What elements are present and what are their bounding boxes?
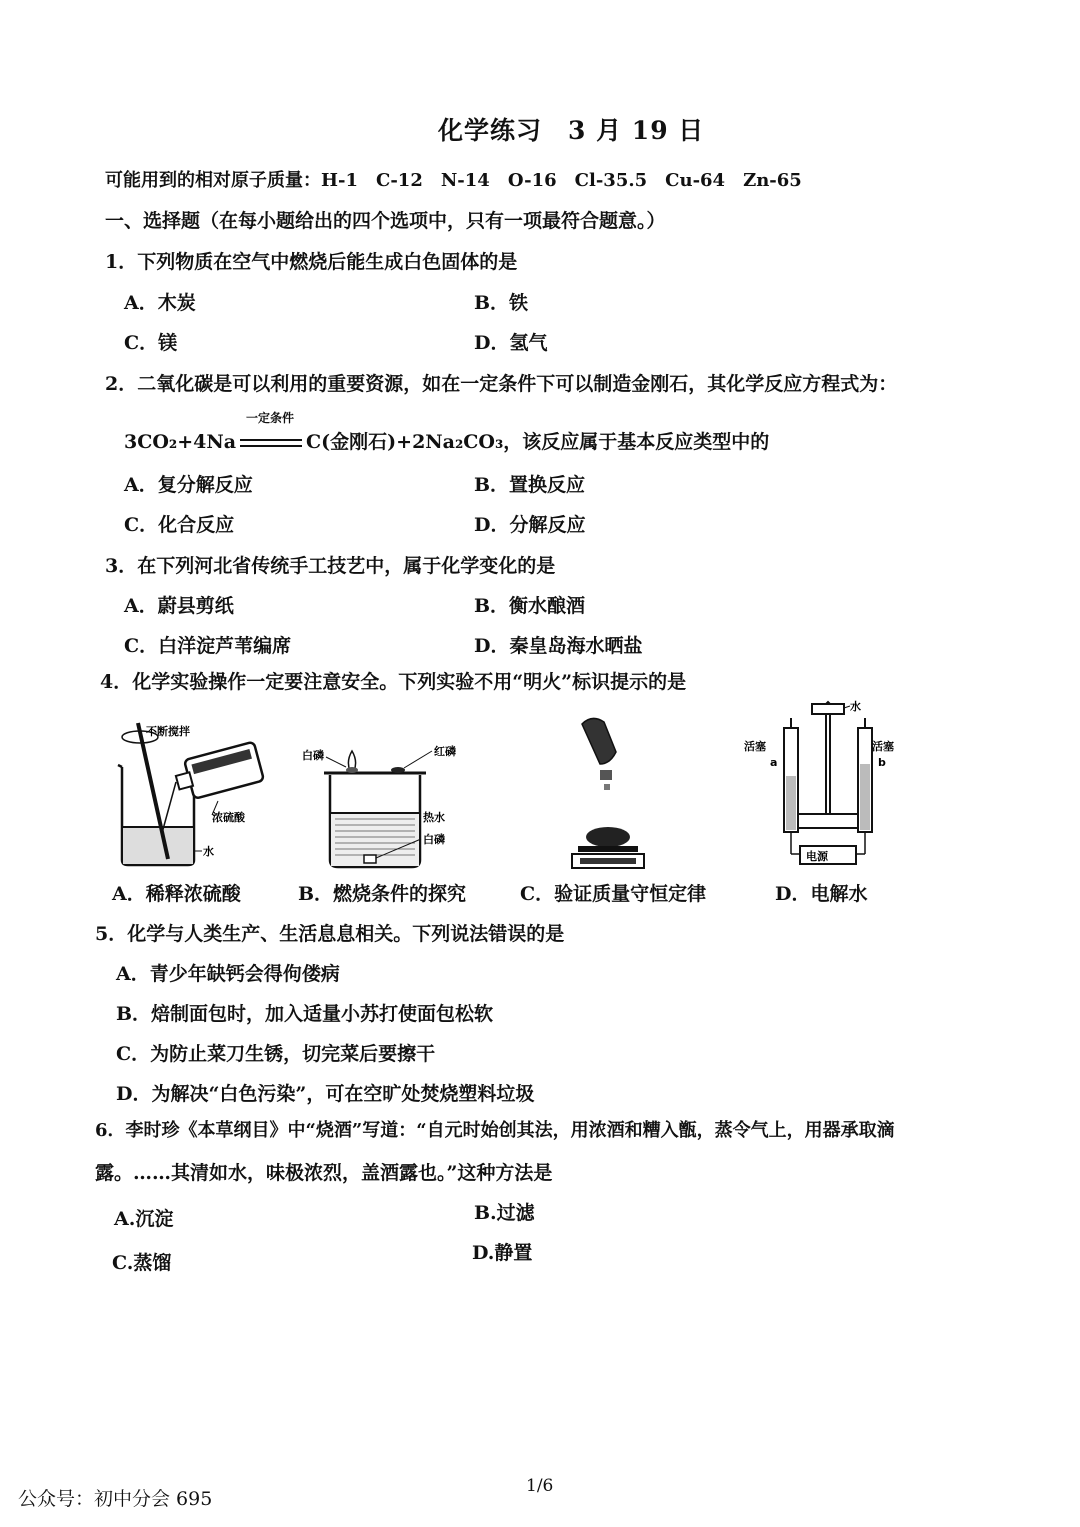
question-6-stem-cont: 露。……其清如水，味极浓烈，盖酒露也。”这种方法是 <box>95 1162 553 1184</box>
q6-option-b: B.过滤 <box>474 1202 535 1224</box>
figure-dilute-sulfuric-acid <box>110 715 290 875</box>
figure-electrolysis <box>740 692 910 872</box>
q2-option-b: B．置换反应 <box>474 474 586 496</box>
q5-option-d: D．为解决“白色污染”，可在空旷处焚烧塑料垃圾 <box>116 1083 535 1105</box>
q4-option-c: C．验证质量守恒定律 <box>520 883 707 905</box>
q3-option-d: D．秦皇岛海水晒盐 <box>474 635 643 657</box>
label-white-phosphorus-top: 白磷 <box>302 749 324 762</box>
q5-option-a: A．青少年缺钙会得佝偻病 <box>116 963 340 985</box>
label-stir: 不断搅拌 <box>146 725 190 738</box>
q6-option-a: A.沉淀 <box>114 1208 174 1230</box>
label-power-supply: 电源 <box>806 850 828 863</box>
q2-equation <box>124 411 770 454</box>
figure-mass-conservation <box>560 712 660 872</box>
q3-option-b: B．衡水酿酒 <box>474 595 586 617</box>
equation-products: C(金刚石)+2Na₂CO₃，该反应属于基本反应类型中的 <box>306 431 770 453</box>
question-1-stem: 1．下列物质在空气中燃烧后能生成白色固体的是 <box>105 251 518 273</box>
q1-option-c: C．镁 <box>124 332 178 354</box>
q2-option-c: C．化合反应 <box>124 514 235 536</box>
q5-option-c: C．为防止菜刀生锈，切完菜后要擦干 <box>116 1043 436 1065</box>
q3-option-a: A．蔚县剪纸 <box>124 595 234 617</box>
q4-option-b: B．燃烧条件的探究 <box>298 883 467 905</box>
question-3-stem: 3．在下列河北省传统手工技艺中，属于化学变化的是 <box>105 555 556 577</box>
q1-option-b: B．铁 <box>474 292 529 314</box>
q4-option-d: D．电解水 <box>775 883 868 905</box>
q5-option-b: B．焙制面包时，加入适量小苏打使面包松软 <box>116 1003 494 1025</box>
figure-combustion-conditions <box>300 735 480 875</box>
reaction-condition: 一定条件 <box>246 411 295 425</box>
question-5-stem: 5．化学与人类生产、生活息息相关。下列说法错误的是 <box>95 923 565 945</box>
q4-option-a: A．稀释浓硫酸 <box>112 883 241 905</box>
watermark-text: 公众号：初中分会 695 <box>18 1488 213 1510</box>
q6-option-c: C.蒸馏 <box>112 1252 172 1274</box>
page-number: 1/6 <box>526 1476 554 1496</box>
section-heading: 一、选择题（在每小题给出的四个选项中，只有一项最符合题意。） <box>105 210 666 232</box>
q6-option-d: D.静置 <box>472 1242 533 1264</box>
label-red-phosphorus: 红磷 <box>434 745 456 758</box>
q1-option-d: D．氢气 <box>474 332 548 354</box>
page-title: 化学练习 3 月 19 日 <box>438 116 705 145</box>
atomic-masses-note: 可能用到的相对原子质量：H-1 C-12 N-14 O-16 Cl-35.5 Cu-64 Zn-65 <box>105 170 802 191</box>
label-water-a: 水 <box>203 845 214 858</box>
label-conc-acid: 浓硫酸 <box>212 811 245 824</box>
label-water-d: 水 <box>850 700 861 713</box>
label-right-stopcock: 活塞 <box>872 740 894 753</box>
label-a: a <box>770 756 778 769</box>
q2-option-a: A．复分解反应 <box>124 474 253 496</box>
equation-reactants: 3CO₂+4Na <box>124 431 237 453</box>
question-2-stem: 2．二氧化碳是可以利用的重要资源，如在一定条件下可以制造金刚石，其化学反应方程式为： <box>105 373 898 395</box>
label-hot-water: 热水 <box>423 811 445 824</box>
q1-option-a: A．木炭 <box>124 292 196 314</box>
label-b: b <box>878 756 886 769</box>
q2-option-d: D．分解反应 <box>474 514 586 536</box>
question-4-stem: 4．化学实验操作一定要注意安全。下列实验不用“明火”标识提示的是 <box>100 671 687 693</box>
label-left-stopcock: 活塞 <box>744 740 766 753</box>
equals-sign <box>240 411 302 454</box>
q3-option-c: C．白洋淀芦苇编席 <box>124 635 292 657</box>
question-6-stem: 6．李时珍《本草纲目》中“烧酒”写道：“自元时始创其法，用浓酒和糟入甑，蒸令气上，用器承取滴 <box>95 1120 895 1141</box>
label-white-phosphorus-bottom: 白磷 <box>423 833 445 846</box>
